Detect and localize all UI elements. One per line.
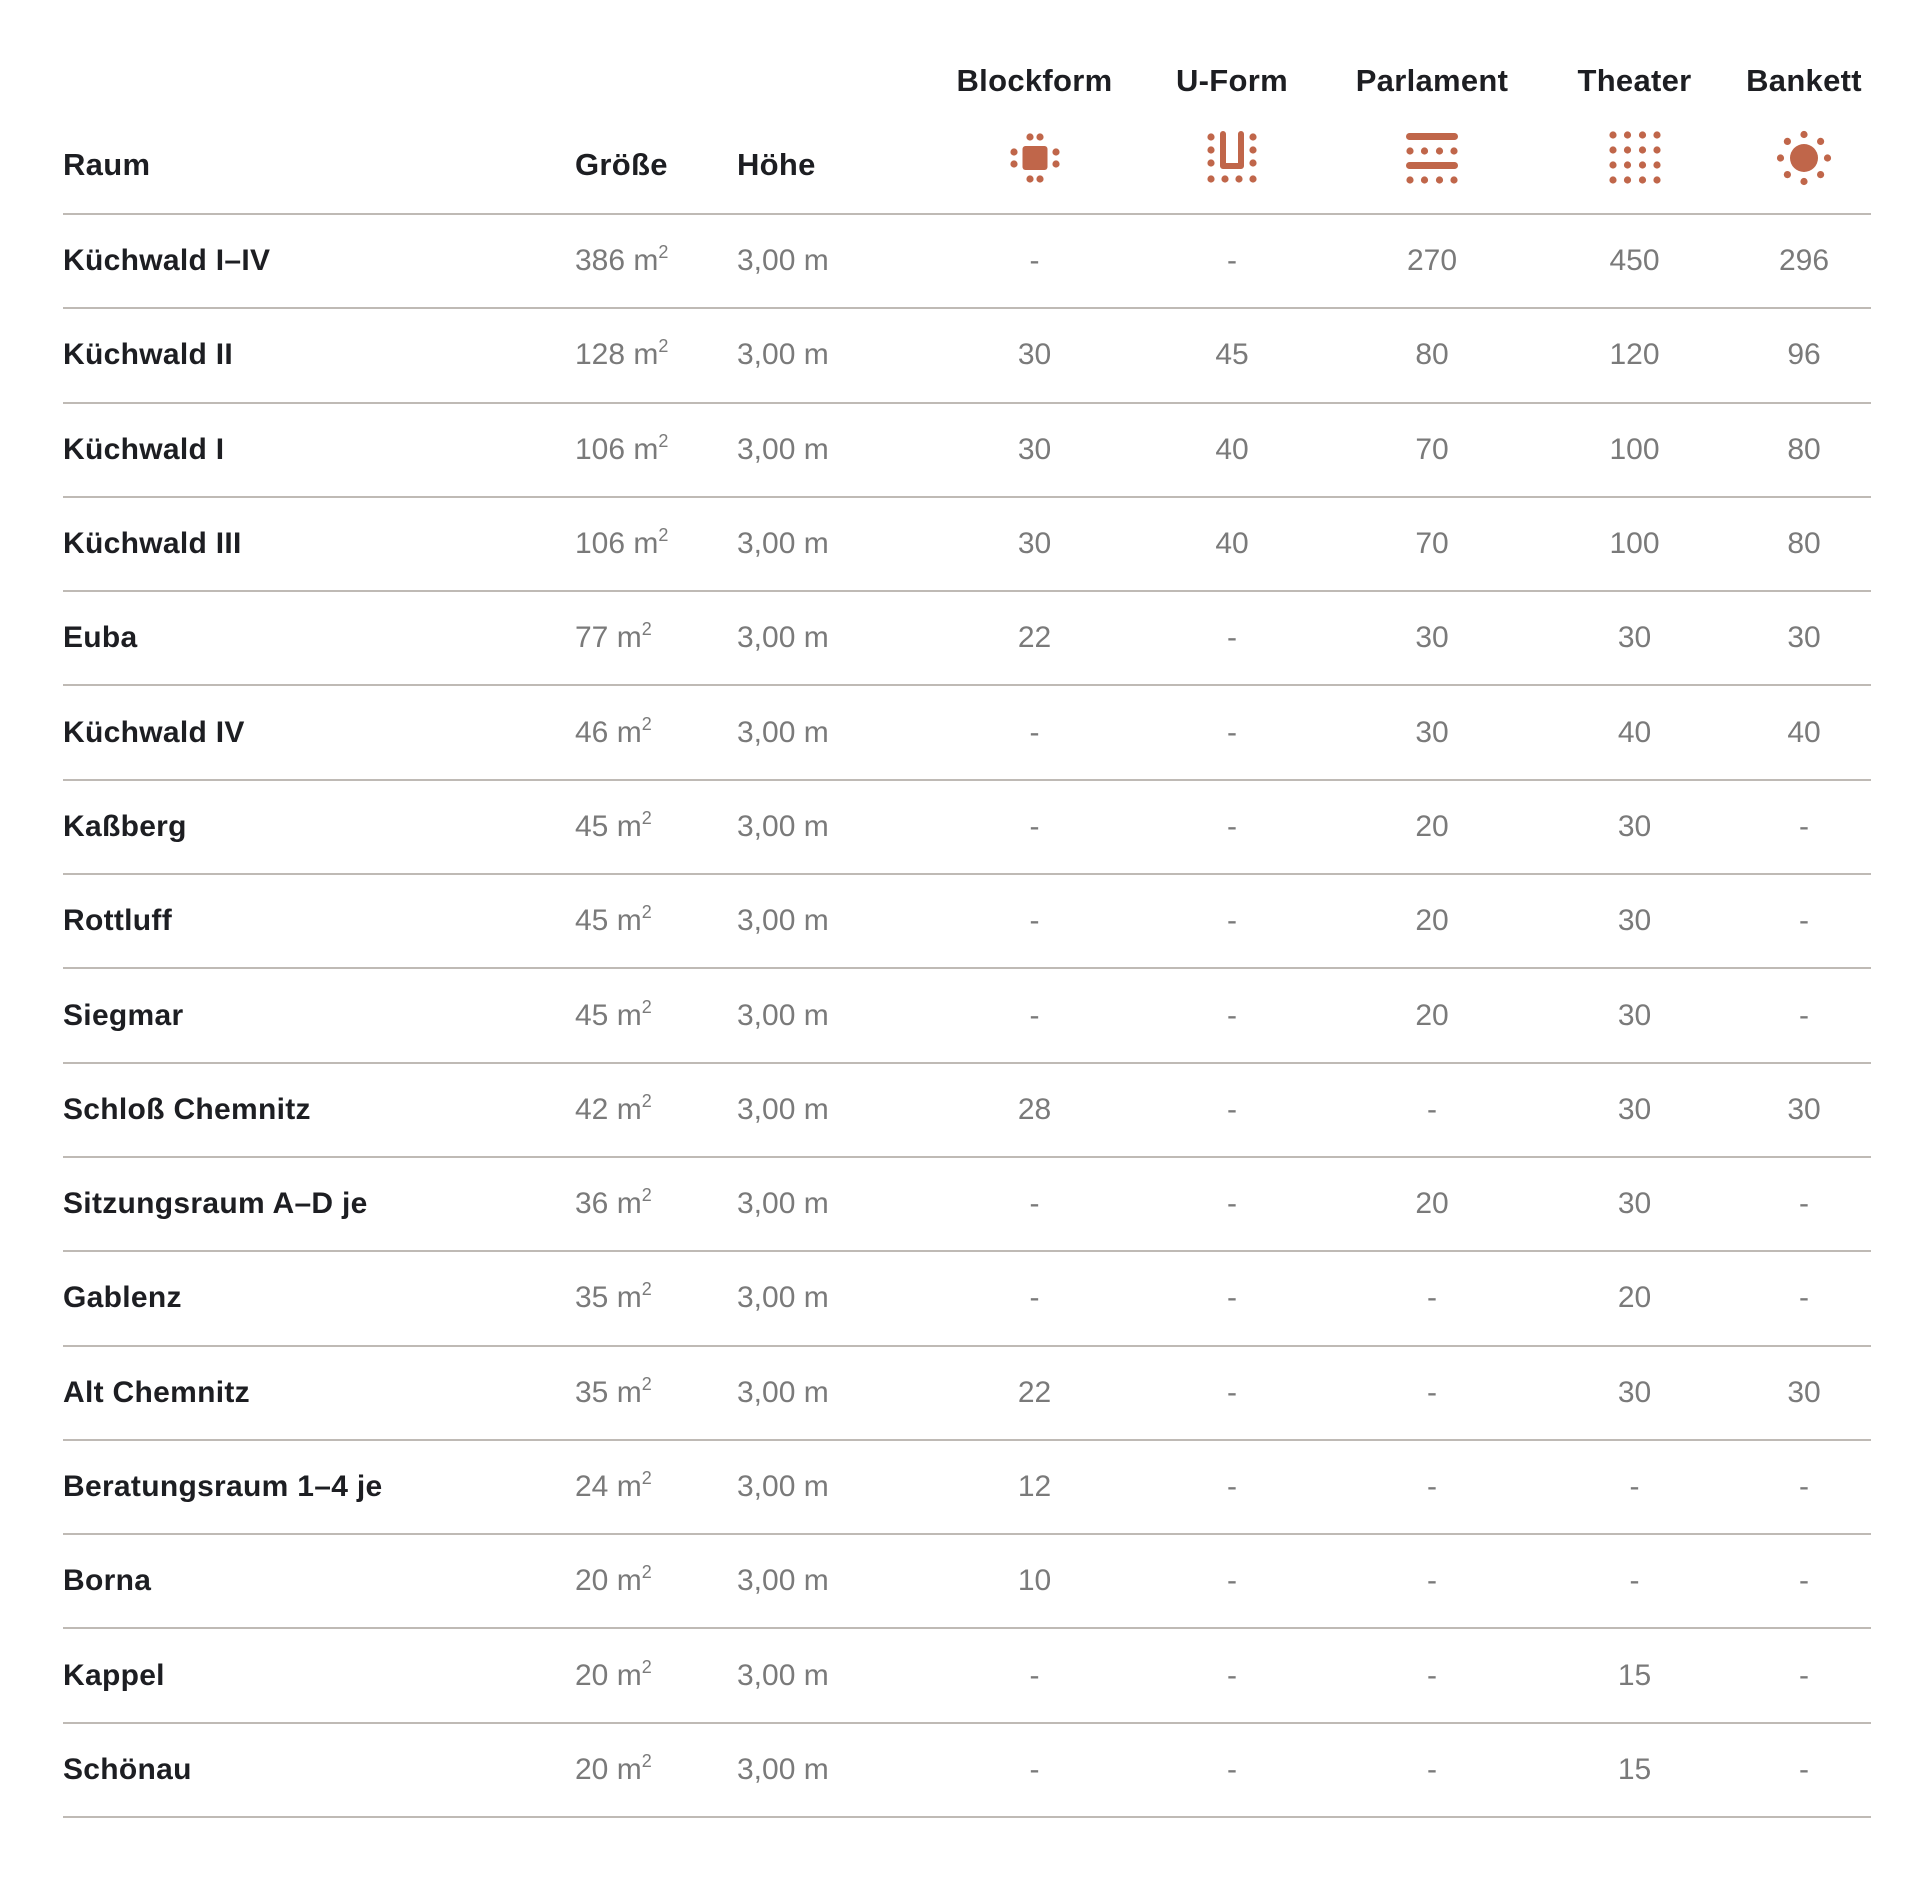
room-size [575, 1346, 737, 1440]
room-size-unit: m [616, 904, 642, 938]
table-row [63, 685, 1871, 779]
capacity-parlament: 30 [1332, 685, 1532, 779]
room-size-value: 35 [575, 1375, 609, 1409]
room-name: Küchwald I–IV [63, 214, 575, 308]
capacity-theater: 30 [1532, 874, 1737, 968]
capacity-u-form: - [1132, 591, 1332, 685]
room-size-unit-exponent: 2 [658, 336, 669, 357]
room-size-value: 46 [575, 715, 609, 749]
capacity-bankett: - [1737, 1628, 1871, 1722]
header-theater [1532, 0, 1737, 214]
capacity-u-form: - [1132, 1346, 1332, 1440]
room-size-unit-exponent: 2 [641, 1279, 652, 1300]
room-size [575, 1251, 737, 1345]
capacity-parlament: 20 [1332, 968, 1532, 1062]
capacity-blockform: 22 [937, 591, 1132, 685]
capacity-bankett: - [1737, 1157, 1871, 1251]
capacity-u-form: 45 [1132, 308, 1332, 402]
room-size-unit-exponent: 2 [641, 1090, 652, 1111]
capacity-bankett: 80 [1737, 403, 1871, 497]
table-row [63, 1063, 1871, 1157]
room-height: 3,00 m [737, 403, 937, 497]
room-size [575, 591, 737, 685]
capacity-blockform: 30 [937, 497, 1132, 591]
theater-seating-icon [1607, 130, 1663, 186]
room-height: 3,00 m [737, 1440, 937, 1534]
room-size-unit-exponent: 2 [641, 1185, 652, 1206]
room-size-unit: m [616, 715, 642, 749]
room-height: 3,00 m [737, 874, 937, 968]
room-name: Schönau [63, 1723, 575, 1817]
capacity-u-form: - [1132, 1628, 1332, 1722]
capacity-theater: 120 [1532, 308, 1737, 402]
capacity-blockform: 10 [937, 1534, 1132, 1628]
header-parlament-label: Parlament [1355, 63, 1509, 98]
capacity-u-form: - [1132, 1440, 1332, 1534]
table-row [63, 308, 1871, 402]
room-name: Küchwald III [63, 497, 575, 591]
capacity-theater: 30 [1532, 591, 1737, 685]
room-name: Rottluff [63, 874, 575, 968]
table-row [63, 968, 1871, 1062]
room-size-value: 106 [575, 432, 626, 466]
block-seating-icon [1007, 130, 1063, 186]
capacity-bankett: 40 [1737, 685, 1871, 779]
capacity-parlament: - [1332, 1440, 1532, 1534]
room-name: Küchwald II [63, 308, 575, 402]
room-name: Küchwald I [63, 403, 575, 497]
capacity-parlament: 80 [1332, 308, 1532, 402]
capacity-bankett: - [1737, 1251, 1871, 1345]
capacity-parlament: 30 [1332, 591, 1532, 685]
room-size [575, 780, 737, 874]
capacity-blockform: - [937, 874, 1132, 968]
header-bankett [1737, 0, 1871, 214]
room-name: Schloß Chemnitz [63, 1063, 575, 1157]
room-size-value: 20 [575, 1564, 609, 1598]
room-size [575, 1440, 737, 1534]
room-size-unit: m [616, 998, 642, 1032]
room-height: 3,00 m [737, 1063, 937, 1157]
room-size-unit: m [616, 1752, 642, 1786]
table-row [63, 1157, 1871, 1251]
room-size-unit-exponent: 2 [658, 525, 669, 546]
capacity-bankett: - [1737, 1440, 1871, 1534]
room-size-value: 35 [575, 1281, 609, 1315]
table-row [63, 1723, 1871, 1817]
banquet-seating-icon [1776, 130, 1832, 186]
capacity-bankett: 96 [1737, 308, 1871, 402]
room-size-unit: m [616, 1092, 642, 1126]
capacity-bankett: - [1737, 968, 1871, 1062]
header-parlament [1332, 0, 1532, 214]
room-size-unit-exponent: 2 [641, 1373, 652, 1394]
room-size [575, 1157, 737, 1251]
room-size-unit-exponent: 2 [641, 1562, 652, 1583]
capacity-theater: 30 [1532, 1063, 1737, 1157]
capacity-bankett: - [1737, 1723, 1871, 1817]
capacity-blockform: - [937, 780, 1132, 874]
capacity-parlament: - [1332, 1063, 1532, 1157]
capacity-bankett: 30 [1737, 1346, 1871, 1440]
room-size-value: 36 [575, 1187, 609, 1221]
capacity-blockform: - [937, 214, 1132, 308]
capacity-theater: 20 [1532, 1251, 1737, 1345]
capacity-theater: - [1532, 1440, 1737, 1534]
capacity-u-form: - [1132, 1063, 1332, 1157]
capacity-u-form: - [1132, 874, 1332, 968]
room-name: Kaßberg [63, 780, 575, 874]
capacity-theater: 15 [1532, 1628, 1737, 1722]
capacity-theater: 30 [1532, 1346, 1737, 1440]
room-size-unit-exponent: 2 [641, 996, 652, 1017]
room-size [575, 968, 737, 1062]
capacity-theater: 30 [1532, 1157, 1737, 1251]
table-row [63, 591, 1871, 685]
room-size-value: 42 [575, 1092, 609, 1126]
room-size-unit: m [616, 1470, 642, 1503]
room-size-unit: m [616, 809, 642, 843]
room-size [575, 1628, 737, 1722]
capacity-u-form: - [1132, 1157, 1332, 1251]
table-header-row [63, 0, 1871, 214]
room-height: 3,00 m [737, 1534, 937, 1628]
capacity-u-form: - [1132, 214, 1332, 308]
room-size-unit-exponent: 2 [641, 1656, 652, 1677]
parliament-seating-icon [1404, 130, 1460, 186]
capacity-parlament: 70 [1332, 403, 1532, 497]
room-size [575, 874, 737, 968]
capacity-bankett: 30 [1737, 591, 1871, 685]
capacity-u-form: 40 [1132, 497, 1332, 591]
room-size-value: 45 [575, 809, 609, 843]
capacity-bankett: - [1737, 1534, 1871, 1628]
capacity-theater: 100 [1532, 403, 1737, 497]
room-name: Borna [63, 1534, 575, 1628]
room-name: Kappel [63, 1628, 575, 1722]
capacity-blockform: 28 [937, 1063, 1132, 1157]
room-size-value: 386 [575, 244, 626, 278]
capacity-theater: 30 [1532, 968, 1737, 1062]
room-size-value: 20 [575, 1752, 609, 1786]
capacity-theater: 100 [1532, 497, 1737, 591]
room-height: 3,00 m [737, 1251, 937, 1345]
header-u-form-label: U-Form [1175, 63, 1288, 98]
capacity-parlament: - [1332, 1723, 1532, 1817]
capacity-bankett: 296 [1737, 214, 1871, 308]
room-size-unit: m [616, 1187, 642, 1221]
table-row [63, 1346, 1871, 1440]
table-row [63, 403, 1871, 497]
room-size-value: 128 [575, 338, 626, 372]
capacity-blockform: 12 [937, 1440, 1132, 1534]
room-size-unit: m [616, 1658, 642, 1692]
room-size [575, 685, 737, 779]
capacity-u-form: - [1132, 685, 1332, 779]
u-shape-seating-icon [1204, 130, 1260, 186]
room-size [575, 1534, 737, 1628]
room-height: 3,00 m [737, 1346, 937, 1440]
room-name: Alt Chemnitz [63, 1346, 575, 1440]
room-size-unit: m [616, 1375, 642, 1409]
room-size [575, 1063, 737, 1157]
room-size-unit: m [633, 527, 659, 561]
header-room: Raum [63, 0, 575, 214]
capacity-bankett: - [1737, 780, 1871, 874]
room-size [575, 497, 737, 591]
capacity-theater: 450 [1532, 214, 1737, 308]
room-height: 3,00 m [737, 1723, 937, 1817]
room-size-value: 45 [575, 904, 609, 938]
room-size-unit-exponent: 2 [641, 807, 652, 828]
capacity-u-form: - [1132, 780, 1332, 874]
capacity-bankett: 80 [1737, 497, 1871, 591]
table-row [63, 1534, 1871, 1628]
capacity-blockform: - [937, 1251, 1132, 1345]
room-size-unit: m [616, 1564, 642, 1598]
room-size [575, 403, 737, 497]
capacity-parlament: 270 [1332, 214, 1532, 308]
room-height: 3,00 m [737, 685, 937, 779]
room-size-value: 20 [575, 1658, 609, 1692]
room-name: Siegmar [63, 968, 575, 1062]
capacity-blockform: 30 [937, 308, 1132, 402]
table-row [63, 780, 1871, 874]
room-size-value: 106 [575, 527, 626, 561]
room-size-unit-exponent: 2 [641, 1750, 652, 1771]
capacity-parlament: 20 [1332, 1157, 1532, 1251]
table-row [63, 1628, 1871, 1722]
room-size-unit-exponent: 2 [641, 619, 652, 640]
room-height: 3,00 m [737, 1157, 937, 1251]
header-size: Größe [575, 0, 737, 214]
capacity-u-form: - [1132, 968, 1332, 1062]
table-row [63, 1440, 1871, 1534]
capacity-blockform: - [937, 1723, 1132, 1817]
table-row [63, 497, 1871, 591]
capacity-parlament: - [1332, 1251, 1532, 1345]
room-size-unit: m [633, 432, 659, 466]
capacity-parlament: - [1332, 1346, 1532, 1440]
header-blockform-label: Blockform [956, 63, 1113, 98]
room-height: 3,00 m [737, 968, 937, 1062]
room-size-unit-exponent: 2 [658, 430, 669, 451]
room-size [575, 308, 737, 402]
room-name: Sitzungsraum A–D je [63, 1157, 575, 1251]
room-height: 3,00 m [737, 308, 937, 402]
capacity-blockform: - [937, 685, 1132, 779]
room-capacity-table [63, 0, 1871, 1818]
room-size-unit-exponent: 2 [658, 242, 669, 263]
room-height: 3,00 m [737, 1628, 937, 1722]
room-size-value: 77 [575, 621, 609, 655]
capacity-theater: 15 [1532, 1723, 1737, 1817]
header-u-form [1132, 0, 1332, 214]
capacity-parlament: - [1332, 1534, 1532, 1628]
capacity-parlament: 20 [1332, 780, 1532, 874]
room-capacity-table-container [63, 0, 1871, 1818]
room-size-value: 45 [575, 998, 609, 1032]
room-name: Euba [63, 591, 575, 685]
header-bankett-label: Bankett [1746, 63, 1862, 98]
capacity-blockform: - [937, 968, 1132, 1062]
header-blockform [937, 0, 1132, 214]
room-height: 3,00 m [737, 497, 937, 591]
room-size [575, 214, 737, 308]
capacity-theater: 30 [1532, 780, 1737, 874]
room-size-unit: m [616, 1281, 642, 1315]
room-size-unit: m [633, 244, 659, 278]
table-row [63, 874, 1871, 968]
capacity-blockform: 30 [937, 403, 1132, 497]
room-size-unit-exponent: 2 [641, 1468, 652, 1488]
room-size-unit-exponent: 2 [641, 902, 652, 923]
table-row [63, 214, 1871, 308]
capacity-u-form: 40 [1132, 403, 1332, 497]
capacity-u-form: - [1132, 1251, 1332, 1345]
capacity-theater: 40 [1532, 685, 1737, 779]
capacity-bankett: 30 [1737, 1063, 1871, 1157]
capacity-parlament: 70 [1332, 497, 1532, 591]
capacity-u-form: - [1132, 1534, 1332, 1628]
header-theater-label: Theater [1577, 63, 1692, 98]
capacity-u-form: - [1132, 1723, 1332, 1817]
capacity-blockform: - [937, 1628, 1132, 1722]
capacity-bankett: - [1737, 874, 1871, 968]
room-size-unit: m [633, 338, 659, 372]
room-size-unit: m [616, 621, 642, 655]
capacity-blockform: 22 [937, 1346, 1132, 1440]
room-height: 3,00 m [737, 214, 937, 308]
table-body [63, 214, 1871, 1817]
header-height: Höhe [737, 0, 937, 214]
table-row [63, 1251, 1871, 1345]
room-name: Küchwald IV [63, 685, 575, 779]
capacity-blockform: - [937, 1157, 1132, 1251]
room-height: 3,00 m [737, 780, 937, 874]
room-name: Gablenz [63, 1251, 575, 1345]
capacity-parlament: 20 [1332, 874, 1532, 968]
room-height: 3,00 m [737, 591, 937, 685]
room-size-unit-exponent: 2 [641, 713, 652, 734]
room-name: Beratungsraum 1–4 je [63, 1440, 575, 1534]
capacity-parlament: - [1332, 1628, 1532, 1722]
room-size [575, 1723, 737, 1817]
room-size-value: 24 [575, 1470, 609, 1503]
capacity-theater: - [1532, 1534, 1737, 1628]
